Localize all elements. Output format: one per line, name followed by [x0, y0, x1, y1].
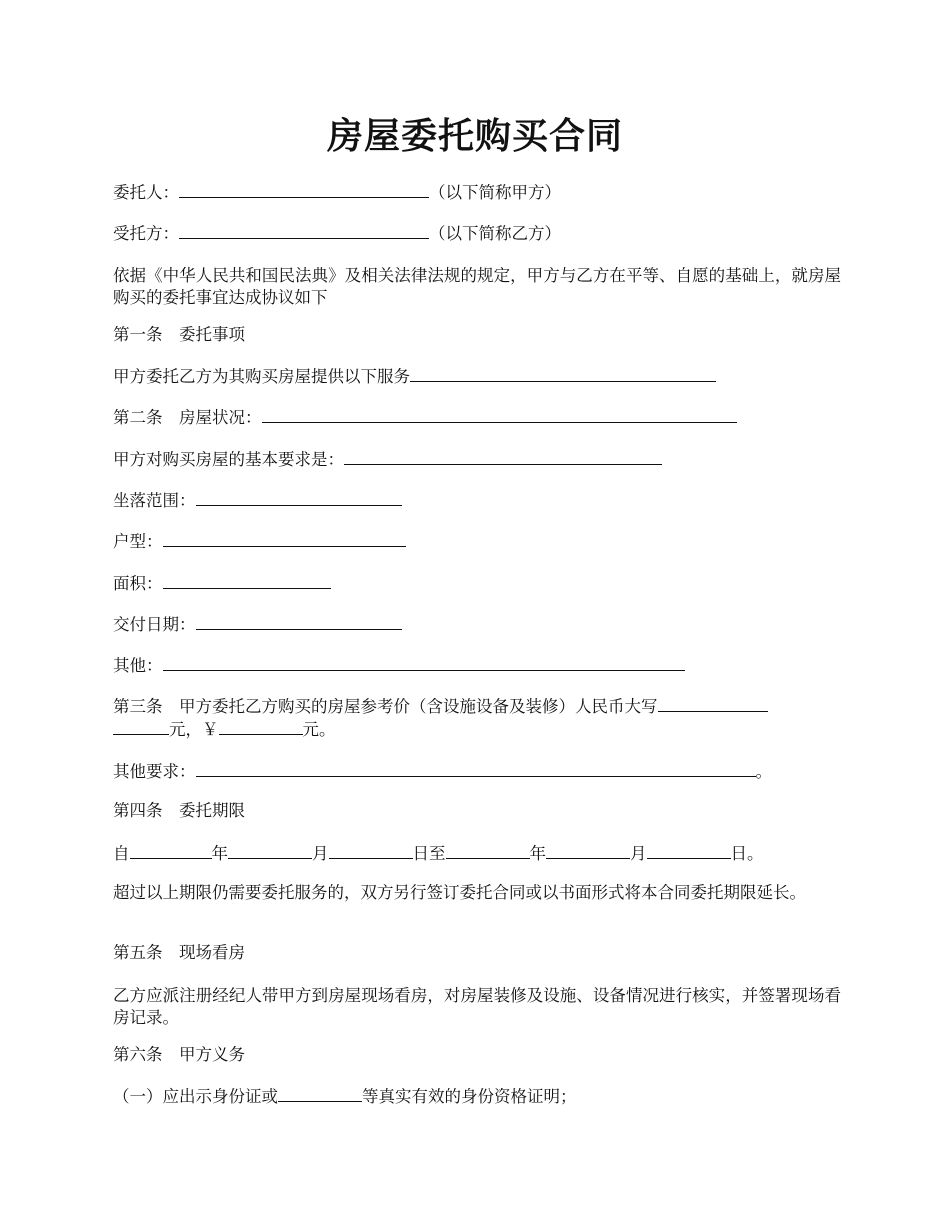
- article-1-line: [113, 364, 716, 389]
- delivery-label: 交付日期：: [113, 615, 196, 634]
- house-status-blank[interactable]: [262, 405, 737, 423]
- services-blank[interactable]: [410, 364, 716, 382]
- end-year-blank[interactable]: [446, 841, 530, 859]
- basic-requirement-blank[interactable]: [344, 447, 662, 465]
- area-label: 面积：: [113, 574, 163, 593]
- other-requirements-line: [113, 759, 772, 784]
- delivery-line: [113, 612, 402, 637]
- period-mark: 。: [755, 762, 772, 781]
- client-blank[interactable]: [179, 180, 429, 198]
- client-label: 委托人：: [113, 183, 179, 202]
- unit-type-blank[interactable]: [163, 529, 406, 547]
- id-document-blank[interactable]: [278, 1084, 362, 1102]
- other-blank[interactable]: [163, 653, 685, 671]
- article-2-title: 第二条 房屋状况：: [113, 408, 262, 427]
- article-3-line-2: [113, 717, 336, 742]
- day-to-label: 日至: [412, 844, 446, 863]
- start-month-blank[interactable]: [228, 841, 312, 859]
- year-label: 年: [211, 844, 228, 863]
- basic-requirement-label: 甲方对购买房屋的基本要求是：: [113, 450, 344, 469]
- area-line: [113, 571, 331, 596]
- article-1-text: 甲方委托乙方为其购买房屋提供以下服务: [113, 367, 410, 386]
- client-line: [113, 180, 561, 205]
- preamble: 依据《中华人民共和国民法典》及相关法律法规的规定，甲方与乙方在平等、自愿的基础上，就房屋购买的委托事宜达成协议如下: [113, 266, 841, 307]
- article-6-item-1-text-b: 等真实有效的身份资格证明；: [362, 1087, 577, 1106]
- article-6-item-1: [113, 1084, 577, 1109]
- other-requirements-label: 其他要求：: [113, 762, 196, 781]
- start-year-blank[interactable]: [130, 841, 212, 859]
- article-1-title: 第一条 委托事项: [113, 325, 245, 344]
- article-3-text: 第三条 甲方委托乙方购买的房屋参考价（含设施设备及装修）人民币大写: [113, 697, 658, 716]
- agent-label: 受托方：: [113, 224, 179, 243]
- end-day-blank[interactable]: [647, 841, 731, 859]
- article-5-title: 第五条 现场看房: [113, 943, 245, 962]
- price-number-blank[interactable]: [219, 717, 303, 735]
- location-line: [113, 488, 402, 513]
- page-title: 房屋委托购买合同: [326, 115, 623, 157]
- article-2-line: [113, 405, 737, 430]
- location-blank[interactable]: [196, 488, 402, 506]
- other-label: 其他：: [113, 656, 163, 675]
- month-label-2: 月: [630, 844, 647, 863]
- price-words-blank-2[interactable]: [113, 717, 169, 735]
- article-3-line-1: [113, 694, 768, 719]
- term-line: [113, 841, 764, 866]
- month-label: 月: [312, 844, 329, 863]
- start-day-blank[interactable]: [329, 841, 413, 859]
- article-4-title: 第四条 委托期限: [113, 801, 245, 820]
- article-6-title: 第六条 甲方义务: [113, 1045, 245, 1064]
- unit-type-line: [113, 529, 406, 554]
- article-5-paragraph: 乙方应派注册经纪人带甲方到房屋现场看房，对房屋装修及设施、设备情况进行核实，并签署现场看房记录。: [113, 986, 841, 1027]
- basic-requirement-line: [113, 447, 662, 472]
- price-yuan-end: 元。: [302, 720, 336, 739]
- day-end-label: 日。: [730, 844, 764, 863]
- other-line: [113, 653, 685, 678]
- price-yuan-label: 元，￥: [169, 720, 219, 739]
- location-label: 坐落范围：: [113, 491, 196, 510]
- year-label-2: 年: [529, 844, 546, 863]
- end-month-blank[interactable]: [546, 841, 630, 859]
- article-6-item-1-text-a: （一）应出示身份证或: [113, 1087, 278, 1106]
- extension-paragraph: 超过以上期限仍需要委托服务的，双方另行签订委托合同或以书面形式将本合同委托期限延长。: [113, 883, 806, 902]
- area-blank[interactable]: [163, 571, 331, 589]
- agent-blank[interactable]: [179, 221, 429, 239]
- unit-type-label: 户型：: [113, 532, 163, 551]
- agent-suffix: （以下简称乙方）: [429, 224, 561, 243]
- from-label: 自: [113, 844, 130, 863]
- price-words-blank-1[interactable]: [658, 694, 768, 712]
- delivery-blank[interactable]: [196, 612, 402, 630]
- other-requirements-blank[interactable]: [196, 759, 756, 777]
- client-suffix: （以下简称甲方）: [429, 183, 561, 202]
- agent-line: [113, 221, 561, 246]
